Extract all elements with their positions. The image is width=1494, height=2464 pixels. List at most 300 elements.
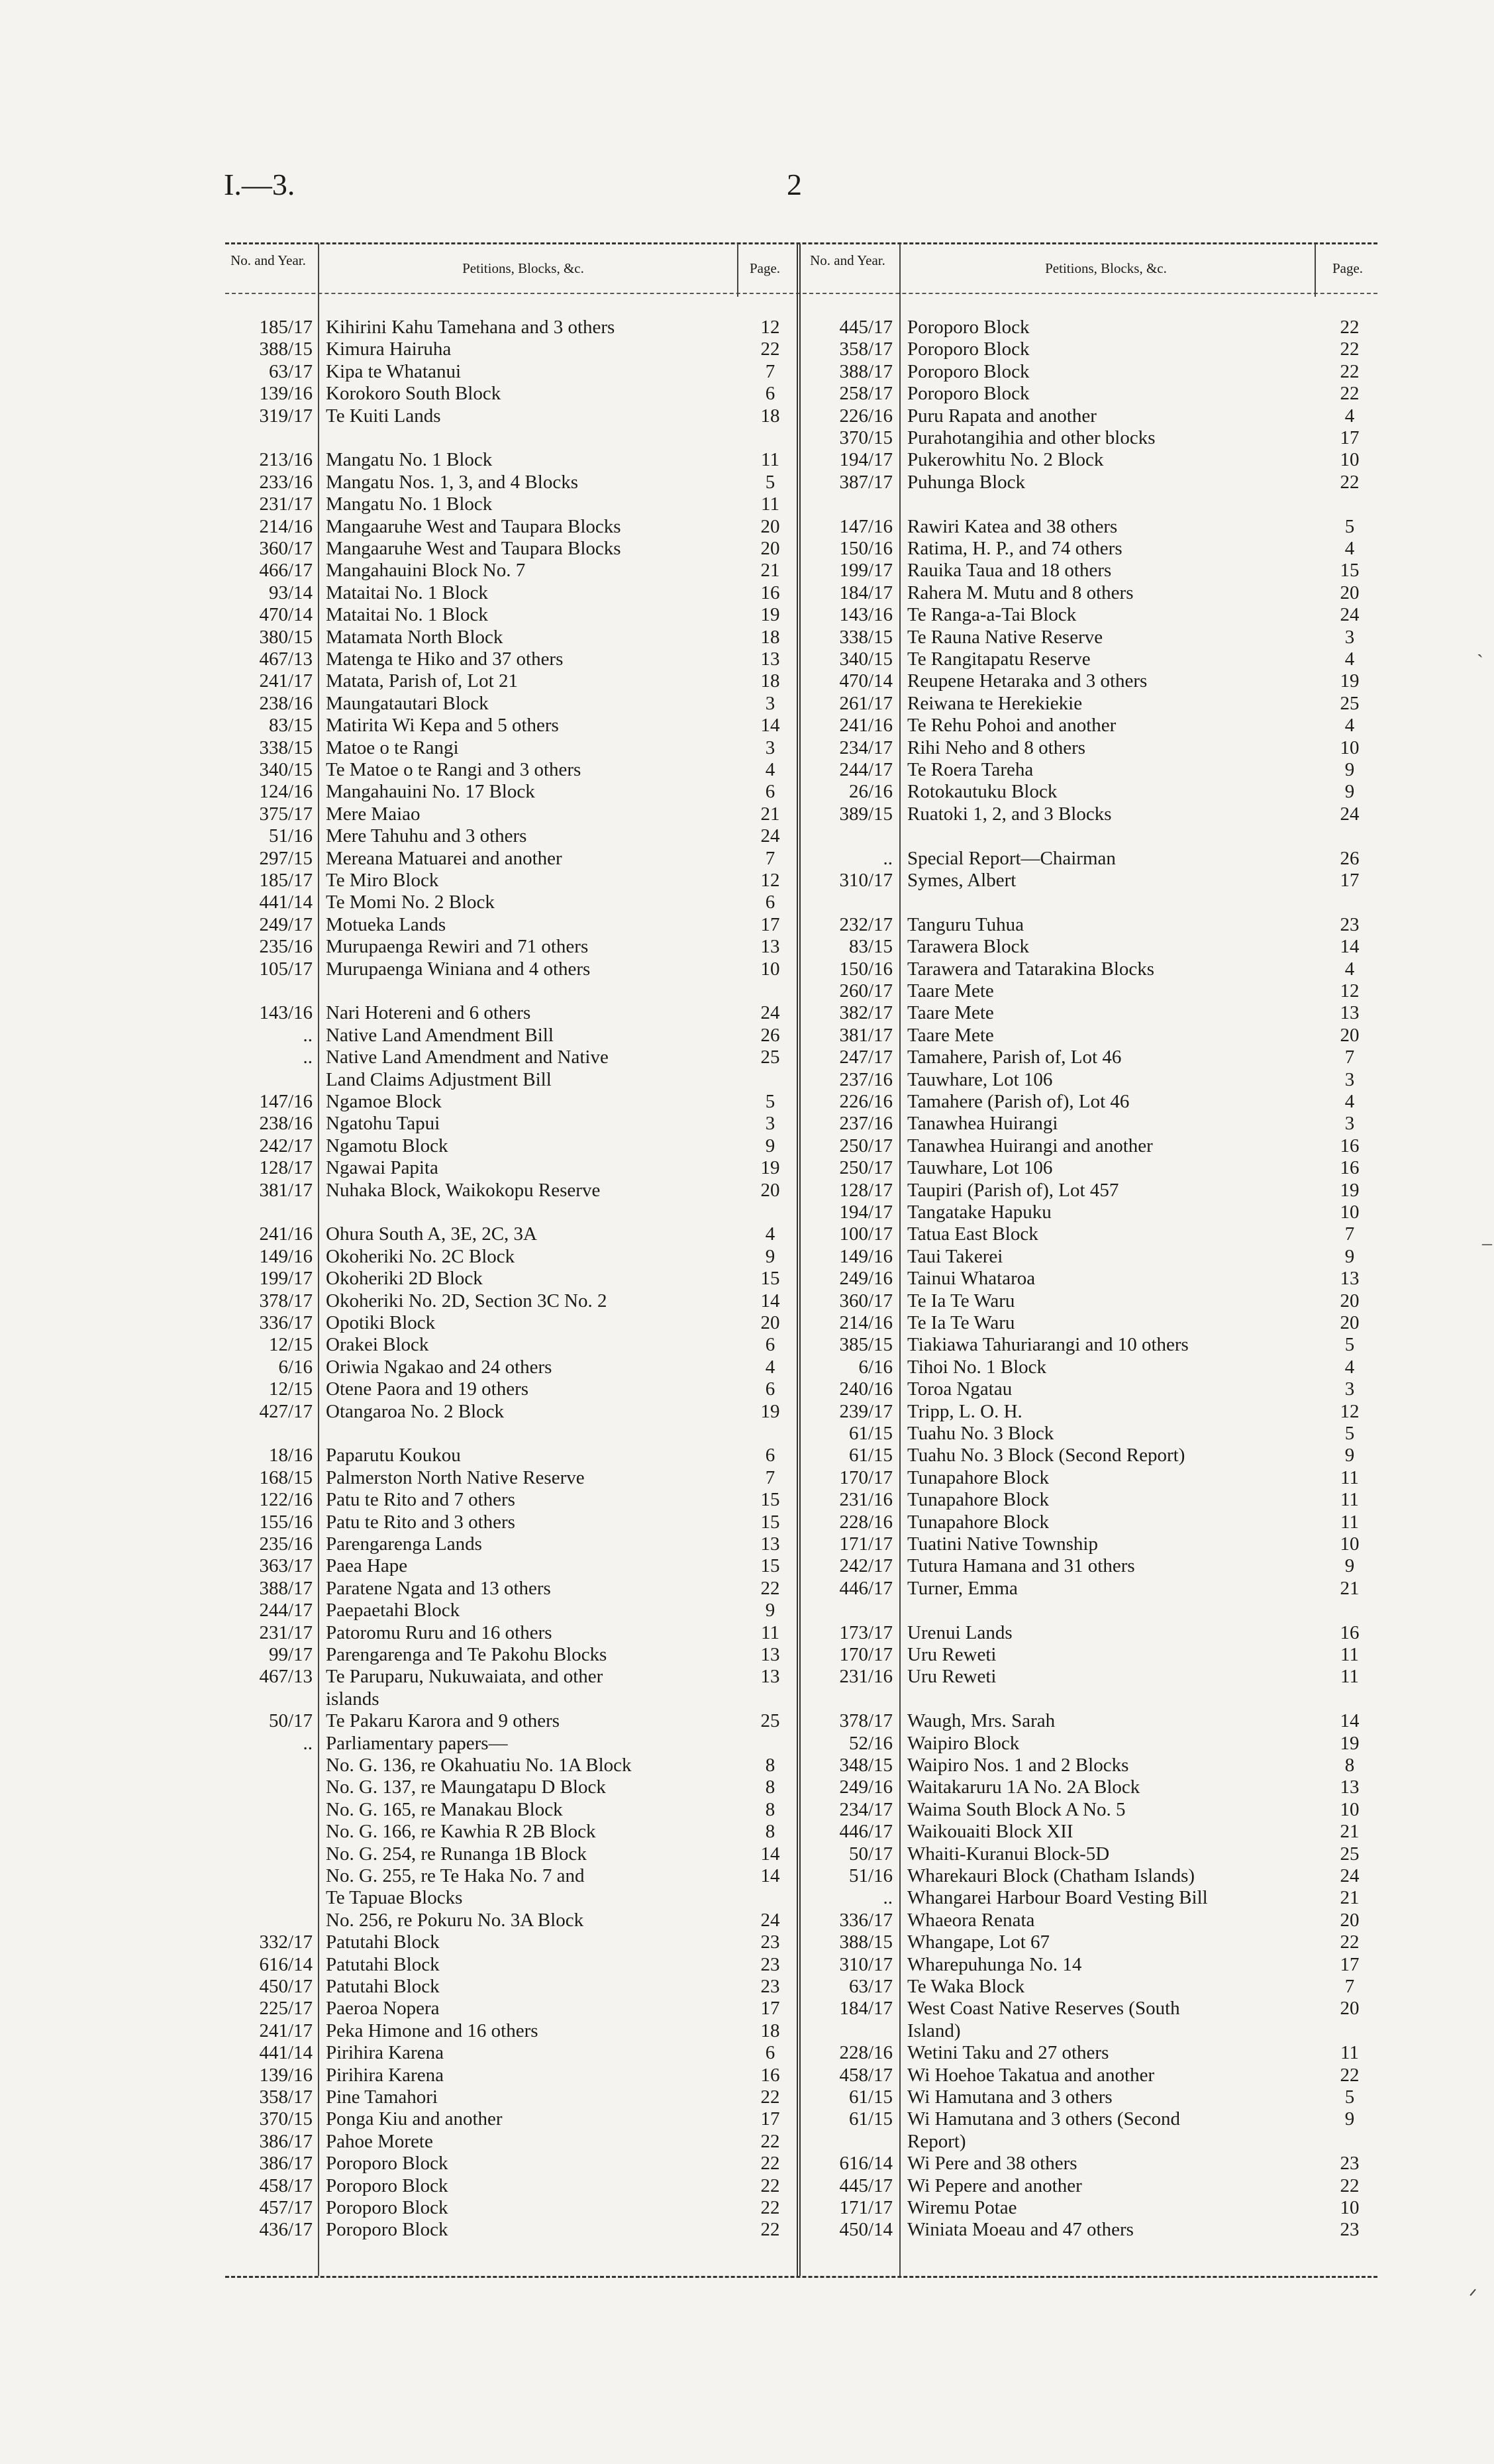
page-cell: 11 [761, 449, 779, 471]
page-cell: 19 [1340, 1179, 1360, 1201]
no-year-cell: 232/17 [839, 913, 893, 935]
petition-cell: Te Waka Block [907, 1976, 1025, 1997]
page-cell: 20 [760, 538, 780, 559]
petition-cell: Tanguru Tuhua [907, 913, 1024, 935]
index-row [0, 2065, 1494, 2086]
page-cell: 3 [765, 692, 775, 714]
petition-cell: Poroporo Block [326, 2219, 448, 2241]
no-year-cell: 61/15 [848, 2108, 893, 2130]
petition-cell: Waikouaiti Block XII [907, 1821, 1073, 1843]
petition-cell: Puhunga Block [907, 471, 1026, 493]
petition-cell: Tihoi No. 1 Block [907, 1356, 1047, 1378]
petition-cell: Tauwhare, Lot 106 [907, 1157, 1053, 1179]
page-cell: 6 [765, 2042, 775, 2064]
index-row [0, 1025, 1494, 1047]
page-cell: 7 [765, 847, 775, 869]
no-year-cell: 388/17 [839, 360, 893, 382]
petition-cell: Land Claims Adjustment Bill [326, 1068, 552, 1090]
page-cell: 5 [1344, 515, 1355, 537]
page-cell: 3 [1344, 1113, 1355, 1135]
petition-cell: Murupaenga Winiana and 4 others [326, 958, 591, 980]
index-row [0, 2086, 1494, 2108]
petition-cell: Report) [907, 2130, 966, 2152]
page-cell: 20 [760, 515, 780, 537]
index-row [0, 1865, 1494, 1887]
index-row [0, 1976, 1494, 1998]
index-row [0, 781, 1494, 803]
index-row [0, 2042, 1494, 2064]
page-cell: 14 [760, 1843, 780, 1865]
no-year-cell: 124/16 [259, 781, 313, 803]
index-row [0, 1843, 1494, 1865]
page-cell: 10 [1340, 1798, 1360, 1820]
index-row [0, 892, 1494, 913]
index-row [0, 1423, 1494, 1445]
bottom-rule [225, 2276, 1377, 2278]
no-year-cell: 149/16 [839, 1245, 893, 1267]
no-year-cell: 370/15 [839, 427, 893, 448]
no-year-cell: 199/17 [839, 560, 893, 582]
no-year-cell: 50/17 [268, 1710, 313, 1732]
no-year-cell: 261/17 [839, 692, 893, 714]
page-cell: 3 [765, 737, 775, 758]
index-row [0, 1467, 1494, 1489]
petition-cell: Patoromu Ruru and 16 others [326, 1621, 552, 1643]
no-year-cell: 128/17 [259, 1157, 313, 1179]
margin-mark: – [1482, 1232, 1492, 1254]
petition-cell: Tangatake Hapuku [907, 1202, 1052, 1223]
margin-mark: ᐟ [1469, 2286, 1477, 2308]
no-year-cell: 450/14 [839, 2219, 893, 2241]
page-cell: 4 [765, 1223, 775, 1245]
page-cell: 3 [1344, 1068, 1355, 1090]
index-row [0, 1910, 1494, 1931]
petition-cell: Uru Reweti [907, 1666, 997, 1688]
no-year-cell: 249/17 [259, 913, 313, 935]
index-row [0, 1401, 1494, 1423]
index-row [0, 1069, 1494, 1091]
no-year-cell: 249/16 [839, 1268, 893, 1290]
index-row [0, 1268, 1494, 1290]
index-row [0, 670, 1494, 692]
no-year-cell: 467/13 [259, 648, 313, 670]
petition-cell: Poroporo Block [326, 2175, 448, 2196]
no-year-cell: .. [303, 1732, 313, 1754]
page-cell: 6 [765, 383, 775, 405]
no-year-cell: 247/17 [839, 1047, 893, 1068]
petition-cell: Poroporo Block [326, 2197, 448, 2218]
petition-cell: Te Paruparu, Nukuwaiata, and other [326, 1666, 603, 1688]
no-year-cell: 389/15 [839, 803, 893, 825]
margin-mark: ˎ [1477, 636, 1483, 658]
page-cell: 4 [1344, 1091, 1355, 1112]
no-year-cell: 61/15 [848, 1445, 893, 1466]
page-cell: 22 [760, 2153, 780, 2175]
petition-cell: West Coast Native Reserves (South [907, 1998, 1180, 2020]
petition-cell: Tanawhea Huirangi and another [907, 1135, 1153, 1156]
no-year-cell: 467/13 [259, 1666, 313, 1688]
no-year-cell: 378/17 [259, 1290, 313, 1311]
index-row [0, 1290, 1494, 1312]
no-year-cell: 237/16 [839, 1068, 893, 1090]
no-year-cell: 52/16 [848, 1732, 893, 1754]
no-year-cell: 441/14 [259, 892, 313, 913]
no-year-cell: 61/15 [848, 1423, 893, 1444]
petition-cell: Wi Pere and 38 others [907, 2153, 1077, 2175]
petition-cell: Matenga te Hiko and 37 others [326, 648, 564, 670]
index-row [0, 1312, 1494, 1334]
no-year-cell: 388/15 [839, 1931, 893, 1953]
no-year-cell: 382/17 [839, 1002, 893, 1024]
index-row [0, 383, 1494, 405]
petition-cell: Tarawera Block [907, 936, 1029, 958]
page-cell: 17 [1340, 870, 1360, 891]
petition-cell: Patutahi Block [326, 1976, 440, 1997]
no-year-cell: 238/16 [259, 1113, 313, 1135]
petition-cell: Paepaetahi Block [326, 1600, 460, 1621]
petition-cell: No. G. 166, re Kawhia R 2B Block [326, 1821, 596, 1843]
petition-cell: Whaiti-Kuranui Block-5D [907, 1843, 1110, 1865]
petition-cell: Tamahere (Parish of), Lot 46 [907, 1091, 1130, 1112]
petition-cell: Rauika Taua and 18 others [907, 560, 1112, 582]
index-row [0, 1666, 1494, 1688]
petition-cell: Kimura Hairuha [326, 338, 452, 360]
page-cell: 21 [1340, 1887, 1360, 1909]
petition-cell: No. G. 137, re Maungatapu D Block [326, 1776, 606, 1798]
index-row [0, 1555, 1494, 1577]
no-year-cell: 12/15 [268, 1334, 313, 1356]
page-cell: 22 [1340, 360, 1360, 382]
index-row [0, 1776, 1494, 1798]
petition-cell: Wetini Taku and 27 others [907, 2042, 1109, 2064]
index-row [0, 1357, 1494, 1378]
index-row [0, 958, 1494, 980]
page-cell: 5 [1344, 1423, 1355, 1444]
no-year-cell: 99/17 [268, 1644, 313, 1665]
index-row [0, 648, 1494, 670]
no-year-cell: 225/17 [259, 1998, 313, 2020]
page-cell: 5 [1344, 1334, 1355, 1356]
index-row [0, 560, 1494, 582]
page-cell: 8 [1344, 1755, 1355, 1776]
petition-cell: Waima South Block A No. 5 [907, 1798, 1126, 1820]
no-year-cell: 231/16 [839, 1489, 893, 1511]
no-year-cell: 63/17 [268, 360, 313, 382]
page-cell: 24 [760, 1909, 780, 1931]
page-cell: 19 [760, 1157, 780, 1179]
page-cell: 10 [1340, 737, 1360, 758]
page-cell: 7 [765, 1466, 775, 1488]
no-year-cell: 63/17 [848, 1976, 893, 1997]
page-cell: 9 [765, 1245, 775, 1267]
page-cell: 16 [1340, 1621, 1360, 1643]
petition-cell: Mere Maiao [326, 803, 421, 825]
no-year-cell: 194/17 [839, 1202, 893, 1223]
index-row [0, 493, 1494, 515]
index-row [0, 1378, 1494, 1400]
index-row [0, 2219, 1494, 2241]
petition-cell: Wi Hoehoe Takatua and another [907, 2064, 1155, 2086]
page-cell: 20 [1340, 1909, 1360, 1931]
petition-cell: Taupiri (Parish of), Lot 457 [907, 1179, 1119, 1201]
petition-cell: Te Kuiti Lands [326, 405, 441, 427]
page-cell: 22 [1340, 317, 1360, 338]
page-cell: 24 [760, 825, 780, 847]
no-year-cell: 214/16 [839, 1312, 893, 1333]
petition-cell: Opotiki Block [326, 1312, 436, 1333]
page-cell: 8 [765, 1776, 775, 1798]
page-cell: 20 [760, 1312, 780, 1333]
no-year-cell: 150/16 [839, 538, 893, 559]
page-cell: 19 [1340, 1732, 1360, 1754]
petition-cell: Ruatoki 1, 2, and 3 Blocks [907, 803, 1112, 825]
index-row [0, 870, 1494, 892]
petition-cell: Wi Hamutana and 3 others (Second [907, 2108, 1180, 2130]
no-year-cell: 149/16 [259, 1245, 313, 1267]
index-row [0, 936, 1494, 958]
page-cell: 22 [1340, 2175, 1360, 2196]
page-cell: 11 [1340, 2042, 1359, 2064]
page-cell: 23 [1340, 913, 1360, 935]
petition-cell: Oriwia Ngakao and 24 others [326, 1356, 552, 1378]
no-year-cell: 332/17 [259, 1931, 313, 1953]
petition-cell: Wi Pepere and another [907, 2175, 1082, 2196]
page-cell: 11 [1340, 1466, 1359, 1488]
page-cell: 9 [1344, 1445, 1355, 1466]
no-year-cell: 143/16 [839, 604, 893, 626]
header-petitions-left: Petitions, Blocks, &c. [462, 260, 584, 276]
petition-cell: Mangahauini Block No. 7 [326, 560, 526, 582]
petition-cell: Tanawhea Huirangi [907, 1113, 1058, 1135]
page-cell: 20 [1340, 1290, 1360, 1311]
index-row [0, 1622, 1494, 1644]
no-year-cell: 388/17 [259, 1577, 313, 1599]
petition-cell: Parengarenga Lands [326, 1533, 482, 1555]
page-cell: 21 [1340, 1821, 1360, 1843]
petition-cell: No. G. 136, re Okahuatiu No. 1A Block [326, 1755, 632, 1776]
petition-cell: Toroa Ngatau [907, 1378, 1013, 1400]
page-cell: 22 [1340, 471, 1360, 493]
page-cell: 10 [1340, 1533, 1360, 1555]
page-cell: 25 [1340, 692, 1360, 714]
index-row [0, 1533, 1494, 1555]
petition-cell: Tutura Hamana and 31 others [907, 1555, 1135, 1577]
no-year-cell: 234/17 [839, 1798, 893, 1820]
index-row [0, 604, 1494, 626]
page-cell: 11 [761, 493, 779, 515]
no-year-cell: 235/16 [259, 936, 313, 958]
header-no-year-left: No. and Year. [230, 252, 306, 268]
no-year-cell: 100/17 [839, 1223, 893, 1245]
page-number: 2 [787, 168, 802, 201]
no-year-cell: 242/17 [259, 1135, 313, 1156]
page-cell: 22 [1340, 383, 1360, 405]
no-year-cell: 147/16 [259, 1091, 313, 1112]
index-row [0, 317, 1494, 338]
petition-cell: Poroporo Block [907, 360, 1030, 382]
page-cell: 4 [1344, 405, 1355, 427]
petition-cell: Patu te Rito and 7 others [326, 1489, 515, 1511]
petition-cell: Waipiro Block [907, 1732, 1020, 1754]
petition-cell: Te Pakaru Karora and 9 others [326, 1710, 560, 1732]
no-year-cell: 336/17 [839, 1909, 893, 1931]
no-year-cell: 226/16 [839, 1091, 893, 1112]
index-row [0, 825, 1494, 847]
index-row [0, 1445, 1494, 1466]
page-cell: 17 [760, 1998, 780, 2020]
petition-cell: Te Momi No. 2 Block [326, 892, 495, 913]
page-cell: 9 [1344, 781, 1355, 803]
page-cell: 4 [1344, 648, 1355, 670]
petition-cell: Wi Hamutana and 3 others [907, 2086, 1113, 2108]
no-year-cell: 310/17 [839, 1953, 893, 1975]
page-cell: 22 [760, 1577, 780, 1599]
no-year-cell: 616/14 [839, 2153, 893, 2175]
page-cell: 12 [1340, 1400, 1360, 1422]
no-year-cell: 338/15 [839, 626, 893, 648]
page-cell: 21 [760, 560, 780, 582]
no-year-cell: 381/17 [259, 1179, 313, 1201]
petition-cell: Patu te Rito and 3 others [326, 1511, 515, 1533]
index-row [0, 1180, 1494, 1202]
petition-cell: Reiwana te Herekiekie [907, 692, 1083, 714]
petition-cell: Parliamentary papers— [326, 1732, 508, 1754]
no-year-cell: 340/15 [259, 759, 313, 780]
no-year-cell: 358/17 [259, 2086, 313, 2108]
index-row [0, 2108, 1494, 2130]
petition-cell: Okoheriki No. 2D, Section 3C No. 2 [326, 1290, 607, 1311]
page-cell: 7 [1344, 1047, 1355, 1068]
no-year-cell: 83/15 [268, 715, 313, 737]
page-cell: 9 [1344, 759, 1355, 780]
petition-cell: Rahera M. Mutu and 8 others [907, 582, 1134, 603]
header-rule [225, 293, 1377, 294]
no-year-cell: 61/15 [848, 2086, 893, 2108]
page-cell: 21 [760, 803, 780, 825]
index-row [0, 1135, 1494, 1157]
petition-cell: Paea Hape [326, 1555, 408, 1577]
page-cell: 14 [1340, 936, 1360, 958]
petition-cell: Tunapahore Block [907, 1489, 1049, 1511]
petition-cell: Murupaenga Rewiri and 71 others [326, 936, 589, 958]
no-year-cell: 338/15 [259, 737, 313, 758]
page-cell: 20 [1340, 1024, 1360, 1046]
page-cell: 13 [760, 648, 780, 670]
index-row [0, 1157, 1494, 1179]
page-cell: 16 [1340, 1135, 1360, 1156]
page-cell: 18 [760, 405, 780, 427]
no-year-cell: 360/17 [259, 538, 313, 559]
petition-cell: Tunapahore Block [907, 1511, 1049, 1533]
index-row [0, 1489, 1494, 1511]
no-year-cell: 83/15 [848, 936, 893, 958]
no-year-cell: 233/16 [259, 471, 313, 493]
no-year-cell: 199/17 [259, 1268, 313, 1290]
no-year-cell: 168/15 [259, 1466, 313, 1488]
petition-cell: Mangatu No. 1 Block [326, 449, 493, 471]
page-cell: 19 [760, 604, 780, 626]
no-year-cell: 385/15 [839, 1334, 893, 1356]
no-year-cell: 616/14 [259, 1953, 313, 1975]
petition-cell: Native Land Amendment and Native [326, 1047, 609, 1068]
petition-cell: Puru Rapata and another [907, 405, 1097, 427]
page-cell: 18 [760, 2020, 780, 2041]
page-cell: 7 [1344, 1976, 1355, 1997]
index-row [0, 1733, 1494, 1755]
index-row [0, 2153, 1494, 2175]
page-cell: 15 [760, 1489, 780, 1511]
petition-cell: Waugh, Mrs. Sarah [907, 1710, 1056, 1732]
index-row [0, 627, 1494, 648]
no-year-cell: 258/17 [839, 383, 893, 405]
petition-cell: Mangaaruhe West and Taupara Blocks [326, 515, 621, 537]
petition-cell: Pukerowhitu No. 2 Block [907, 449, 1104, 471]
no-year-cell: 150/16 [839, 958, 893, 980]
page-cell: 12 [1340, 980, 1360, 1001]
page-cell: 19 [1340, 670, 1360, 692]
page-cell: 23 [1340, 2219, 1360, 2241]
petition-cell: Te Rauna Native Reserve [907, 626, 1103, 648]
petition-cell: Te Tapuae Blocks [326, 1887, 463, 1909]
petition-cell: Poroporo Block [907, 317, 1030, 338]
index-row [0, 1821, 1494, 1843]
page-cell: 8 [765, 1798, 775, 1820]
page-cell: 22 [760, 2130, 780, 2152]
petition-cell: Urenui Lands [907, 1621, 1013, 1643]
petition-cell: Parengarenga and Te Pakohu Blocks [326, 1644, 607, 1665]
no-year-cell: 239/17 [839, 1400, 893, 1422]
page-cell: 9 [1344, 1555, 1355, 1577]
petition-cell: Mangahauini No. 17 Block [326, 781, 535, 803]
no-year-cell: 241/17 [259, 2020, 313, 2041]
header-page-left: Page. [749, 260, 781, 276]
page-cell: 17 [1340, 1953, 1360, 1975]
page-cell: 9 [1344, 1245, 1355, 1267]
no-year-cell: 226/16 [839, 405, 893, 427]
petition-cell: No. G. 165, re Manakau Block [326, 1798, 563, 1820]
petition-cell: Tripp, L. O. H. [907, 1400, 1022, 1422]
page-cell: 5 [765, 471, 775, 493]
page-cell: 20 [1340, 582, 1360, 603]
index-row [0, 715, 1494, 737]
page-cell: 15 [760, 1555, 780, 1577]
page-cell: 14 [760, 715, 780, 737]
petition-cell: Te Matoe o te Rangi and 3 others [326, 759, 581, 780]
no-year-cell: 139/16 [259, 383, 313, 405]
page-cell: 13 [1340, 1776, 1360, 1798]
petition-cell: No. G. 254, re Runanga 1B Block [326, 1843, 587, 1865]
page-cell: 9 [765, 1600, 775, 1621]
page-cell: 11 [1340, 1666, 1359, 1688]
petition-cell: Island) [907, 2020, 961, 2041]
no-year-cell: 171/17 [839, 2197, 893, 2218]
no-year-cell: 185/17 [259, 317, 313, 338]
no-year-cell: 155/16 [259, 1511, 313, 1533]
page-cell: 14 [1340, 1710, 1360, 1732]
petition-cell: Rawiri Katea and 38 others [907, 515, 1118, 537]
petition-cell: Turner, Emma [907, 1577, 1018, 1599]
no-year-cell: 214/16 [259, 515, 313, 537]
petition-cell: Paratene Ngata and 13 others [326, 1577, 551, 1599]
petition-cell: Mereana Matuarei and another [326, 847, 562, 869]
page-cell: 4 [765, 759, 775, 780]
petition-cell: Tuahu No. 3 Block [907, 1423, 1054, 1444]
no-year-cell: 378/17 [839, 1710, 893, 1732]
page-cell: 12 [760, 870, 780, 891]
no-year-cell: 445/17 [839, 317, 893, 338]
no-year-cell: 436/17 [259, 2219, 313, 2241]
page-cell: 20 [1340, 1312, 1360, 1333]
